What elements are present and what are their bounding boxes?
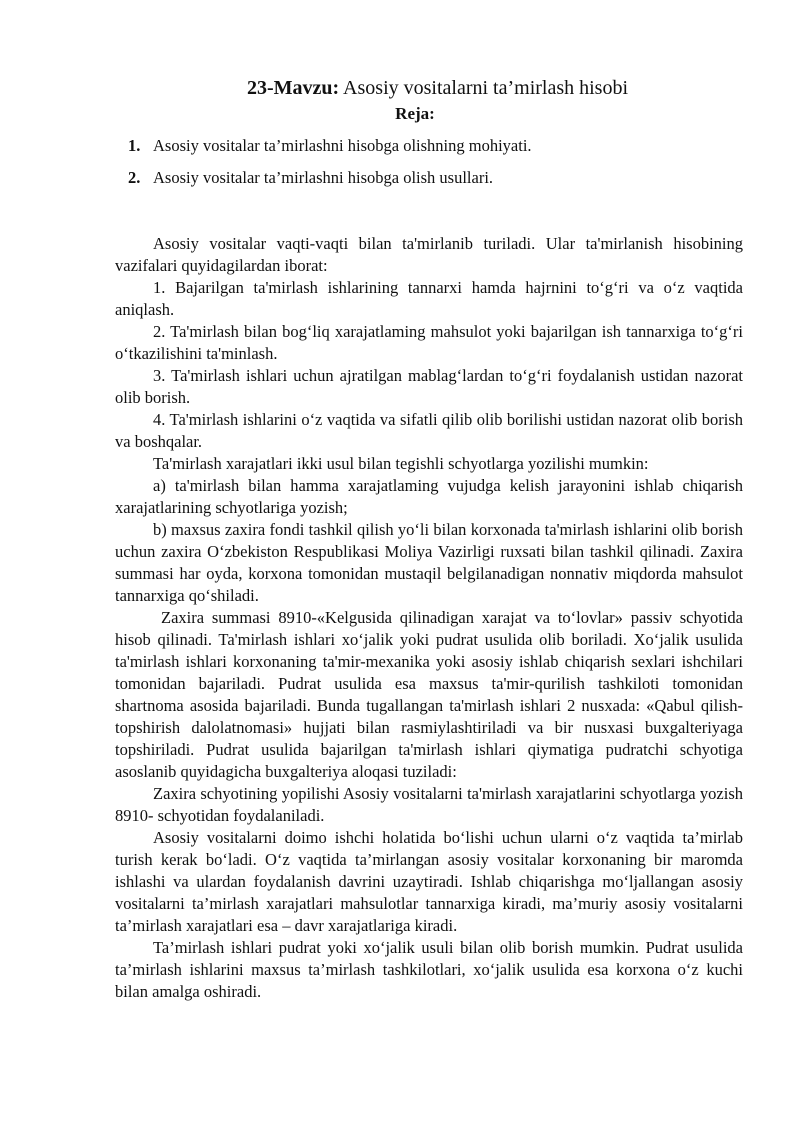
plan-item-text: Asosiy vositalar ta’mirlashni hisobga olish usullari. xyxy=(153,168,494,187)
paragraph: 1. Bajarilgan ta'mirlash ishlarining tannarxi hamda hajrnini to‘g‘ri va o‘z vaqtida aniqlash. xyxy=(115,278,743,319)
plan-item xyxy=(128,167,748,189)
page-title xyxy=(0,76,800,100)
plan-heading: Reja: xyxy=(395,104,435,123)
paragraph: Asosiy vositalarni doimo ishchi holatida bo‘lishi uchun ularni o‘z vaqtida ta’mirlab turish kerak bo‘ladi. O‘z vaqtida ta’mirlangan asosiy vositalar korxonaning bir maromda ishlashi va ulardan foydalanish davrini uzaytiradi. Ishlab chiqarishga mo‘ljallangan asosiy vositalarni ta’mirlash xarajatlari mahsulotlar tannarxiga kiradi, ma’muriy asosiy vositalarni ta’mirlash xarajatlari esa – davr xarajatlariga kiradi. xyxy=(115,828,743,935)
topic-title: Asosiy vositalarni ta’mirlash hisobi xyxy=(339,77,629,99)
paragraph: a) ta'mirlash bilan hamma xarajatlaming vujudga kelish jarayonini ishlab chiqarish xarajatlarining schyotlariga yozish; xyxy=(115,476,743,517)
paragraph: 2. Ta'mirlash bilan bog‘liq xarajatlaming mahsulot yoki bajarilgan ish tannarxiga to‘g‘ri o‘tkazilishini ta'minlash. xyxy=(115,322,743,363)
paragraph: Zaxira summasi 8910-«Kelgusida qilinadigan xarajat va to‘lovlar» passiv schyotida hisob qilinadi. Ta'mirlash ishlari xo‘jalik yoki pudrat usulida olib boriladi. Xo‘jalik usulida ta'mirlash ishlari korxonaning ta'mir-mexanika yoki asosiy ishlab chiqarish sexlari ishchilari tomonidan bajariladi. Pudrat usulida esa maxsus ta'mir-qurilish tashkiloti tomonidan shartnoma asosida bajariladi. Bunda tugallangan ta'mirlash ishlari 2 nusxada: «Qabul qilish-topshirish dalolatnomasi» hujjati bilan rasmiylashtiriladi va bir nusxasi buxgalteriyaga topshiriladi. Pudrat usulida bajarilgan ta'mirlash ishlari qiymatiga pudratchi schyotiga asoslanib quyidagicha buxgalteriya aloqasi tuziladi: xyxy=(115,608,743,781)
paragraph: b) maxsus zaxira fondi tashkil qilish yo‘li bilan korxonada ta'mirlash ishlarini olib borish uchun zaxira O‘zbekiston Respublikasi Moliya Vazirligi ruxsati bilan tashkil qilinadi. Zaxira summasi har oyda, korxona tomonidan mustaqil belgilanadigan nonnativ miqdorda mahsulot tannarxiga qo‘shiladi. xyxy=(115,520,743,605)
plan-item xyxy=(128,135,748,157)
topic-number: 23-Mavzu: xyxy=(246,77,340,99)
paragraph: Ta'mirlash xarajatlari ikki usul bilan tegishli schyotlarga yozilishi mumkin: xyxy=(153,454,649,473)
paragraph: Ta’mirlash ishlari pudrat yoki xo‘jalik usuli bilan olib borish mumkin. Pudrat usulida ta’mirlash ishlarini maxsus ta’mirlash tashkilotlari, xo‘jalik usulida esa korxona o‘z kuchi bilan amalga oshiradi. xyxy=(115,938,743,1001)
plan-item-text: Asosiy vositalar ta’mirlashni hisobga olishning mohiyati. xyxy=(153,136,532,155)
paragraph: 4. Ta'mirlash ishlarini o‘z vaqtida va sifatli qilib olib borilishi ustidan nazorat olib borish va boshqalar. xyxy=(115,410,743,451)
paragraph: 3. Ta'mirlash ishlari uchun ajratilgan mablag‘lardan to‘g‘ri foydalanish ustidan nazorat olib borish. xyxy=(115,366,743,407)
plan-item-number: 1. xyxy=(128,136,141,155)
paragraph: Asosiy vositalar vaqti-vaqti bilan ta'mirlanib turiladi. Ular ta'mirlanish hisobining vazifalari quyidagilardan iborat: xyxy=(115,234,743,275)
paragraph: Zaxira schyotining yopilishi Asosiy vositalarni ta'mirlash xarajatlarini schyotlarga yozish 8910- schyotidan foydalaniladi. xyxy=(115,784,743,825)
document-body xyxy=(115,233,743,1003)
plan-list xyxy=(128,135,748,199)
plan-item-number: 2. xyxy=(128,168,141,187)
